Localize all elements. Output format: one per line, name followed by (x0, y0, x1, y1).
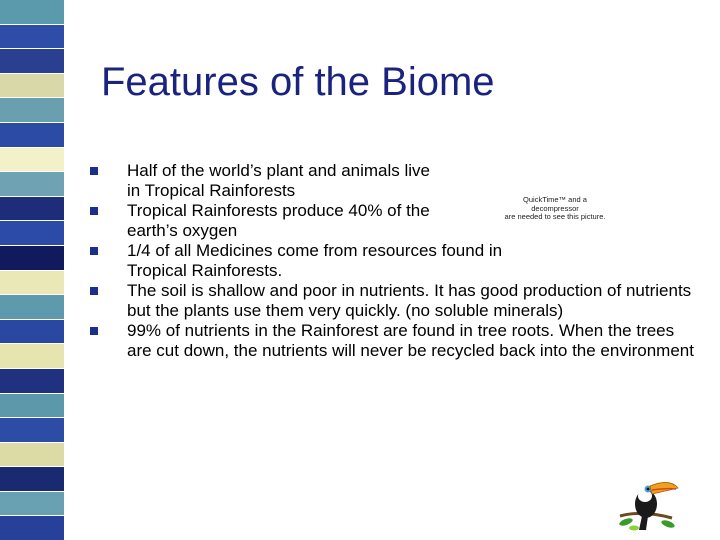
bullet-text: Half of the world’s plant and animals live in Tropical Rainforests (127, 161, 431, 200)
side-strip-block (0, 221, 64, 246)
square-bullet-icon (90, 327, 98, 335)
square-bullet-icon (90, 287, 98, 295)
side-strip-block (0, 49, 64, 74)
decorative-side-strip (0, 0, 64, 540)
bullet-item (90, 161, 430, 201)
side-strip-block (0, 246, 64, 271)
slide-title: Features of the Biome (101, 60, 495, 104)
quicktime-line: decompressor (531, 203, 579, 213)
side-strip-block (0, 0, 64, 25)
bullet-text: 1/4 of all Medicines come from resources found in Tropical Rainforests. (127, 241, 503, 280)
bullet-item (90, 201, 430, 241)
side-strip-block (0, 295, 64, 320)
side-strip-block (0, 148, 64, 173)
quicktime-line: QuickTime™ and a (523, 195, 587, 204)
square-bullet-icon (90, 207, 98, 215)
side-strip-block (0, 74, 64, 99)
side-strip-block (0, 123, 64, 148)
bullet-item (90, 241, 510, 281)
quicktime-placeholder (495, 196, 615, 222)
square-bullet-icon (90, 247, 98, 255)
side-strip-block (0, 320, 64, 345)
bullet-text: The soil is shallow and poor in nutrients. It has good production of nutrients but the plants use them very quickly. (no soluble minerals) (127, 281, 692, 320)
side-strip-block (0, 271, 64, 296)
side-strip-block (0, 492, 64, 517)
square-bullet-icon (90, 167, 98, 175)
bullet-list (90, 161, 700, 361)
bullet-item (90, 281, 700, 321)
side-strip-block (0, 394, 64, 419)
side-strip-block (0, 197, 64, 222)
side-strip-block (0, 25, 64, 50)
quicktime-line: are needed to see this picture. (504, 212, 606, 221)
bullet-item (90, 321, 700, 361)
side-strip-block (0, 369, 64, 394)
side-strip-block (0, 172, 64, 197)
side-strip-block (0, 418, 64, 443)
side-strip-block (0, 516, 64, 540)
bullet-text: 99% of nutrients in the Rainforest are found in tree roots. When the trees are cut down, the nutrients will never be recycled back into the environment (127, 321, 694, 360)
side-strip-block (0, 443, 64, 468)
side-strip-block (0, 467, 64, 492)
side-strip-block (0, 344, 64, 369)
toucan-icon (612, 468, 682, 534)
bullet-text: Tropical Rainforests produce 40% of the earth’s oxygen (127, 201, 430, 240)
side-strip-block (0, 98, 64, 123)
